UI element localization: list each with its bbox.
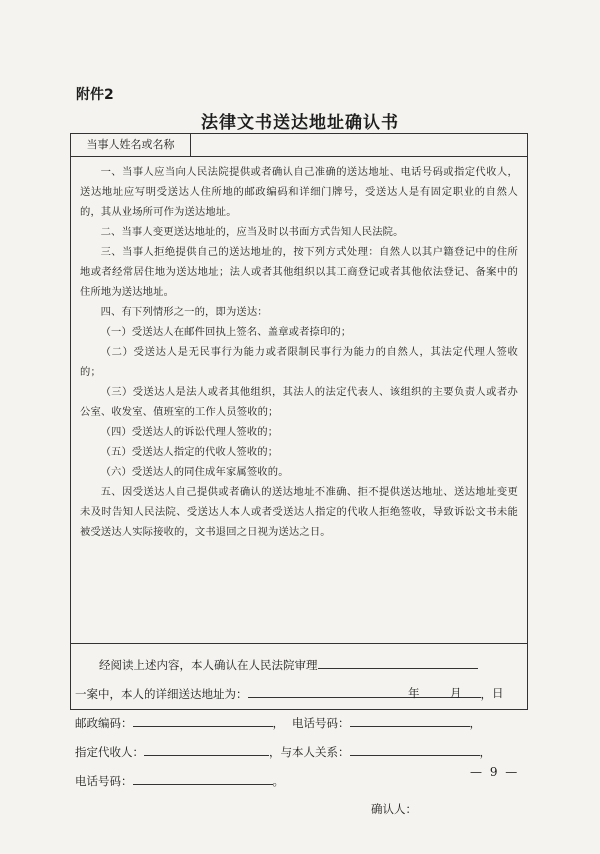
notice-paragraph: （三）受送达人是法人或者其他组织，其法人的法定代表人、该组织的主要负责人或者办公室、收发室、值班室的工作人员签收的； [80,386,518,418]
day-label: 日 [492,686,504,700]
party-name-field[interactable] [192,134,527,156]
agent-field[interactable] [144,741,269,756]
agent-line [75,741,491,761]
notice-section [71,157,527,644]
postal-code-label: 邮政编码： [75,716,133,730]
party-name-label: 当事人姓名或名称 [71,134,191,156]
postal-phone-line [75,712,481,732]
agent-phone-line [75,770,284,790]
confirmation-intro-text: 经阅读上述内容，本人确认在人民法院审理 [99,658,318,672]
relation-comma: ， [479,745,491,759]
attachment-label: 附件2 [76,87,114,103]
notice-paragraph: （六）受送达人的同住成年家属签收的。 [100,466,289,478]
month-label: 月 [450,686,462,700]
date-line [0,683,600,703]
notice-paragraph: 二、当事人变更送达地址的，应当及时以书面方式告知人民法院。 [100,226,404,238]
agent-phone-label: 电话号码： [75,774,133,788]
notice-paragraph: （五）受送达人指定的代收人签收的； [100,446,279,458]
notice-paragraph: （一）受送达人在邮件回执上签名、盖章或者捺印的； [100,326,352,338]
notice-paragraph: 四、有下列情形之一的，即为送达： [100,306,268,318]
page-number: — 9 — [470,765,520,779]
confirmation-section [71,644,527,829]
postal-comma: ， [272,716,284,730]
confirmer-label: 确认人： [371,802,417,816]
postal-code-field[interactable] [133,712,273,727]
party-name-row [71,134,527,157]
notice-paragraph: （二）受送达人是无民事行为能力或者限制民事行为能力的自然人，其法定代理人签收的； [80,346,518,378]
address-label: 一案中，本人的详细送达地址为： [75,687,248,701]
agent-phone-field[interactable] [133,770,273,785]
year-label: 年 [408,686,420,700]
document-title: 法律文书送达地址确认书 [201,113,399,133]
notice-paragraph: 三、当事人拒绝提供自己的送达地址的，按下列方式处理：自然人以其户籍登记中的住所地或者经常居住地为送达地址；法人或者其他组织以其工商登记或者其他依法登记、备案中的住所地为送达地址。 [80,246,518,298]
address-comma: ， [480,687,492,701]
court-case-field[interactable] [318,654,478,669]
relation-field[interactable] [350,741,480,756]
phone-label: 电话号码： [292,716,350,730]
phone-field[interactable] [350,712,470,727]
relation-label: ，与本人关系： [269,745,350,759]
address-confirmation-form [70,133,528,816]
confirmation-intro-line [99,654,478,674]
notice-paragraph: 一、当事人应当向人民法院提供或者确认自己准确的送达地址、电话号码或指定代收人，送达地址应写明受送达人住所地的邮政编码和详细门牌号，受送达人是有固定职业的自然人的，其从业场所可作为送达地址。 [80,166,518,218]
notice-paragraph: （四）受送达人的诉讼代理人签收的； [100,426,279,438]
notice-paragraph: 五、因受送达人自己提供或者确认的送达地址不准确、拒不提供送达地址、送达地址变更未及时告知人民法院、受送达人本人或者受送达人指定的代收人拒绝签收，导致诉讼文书未能被受送达人实际接收的，文书退回之日视为送达之日。 [80,486,518,538]
phone-comma: ， [469,716,481,730]
agent-label: 指定代收人： [75,745,144,759]
agent-phone-period: 。 [272,774,284,788]
confirmer-line [371,799,417,819]
